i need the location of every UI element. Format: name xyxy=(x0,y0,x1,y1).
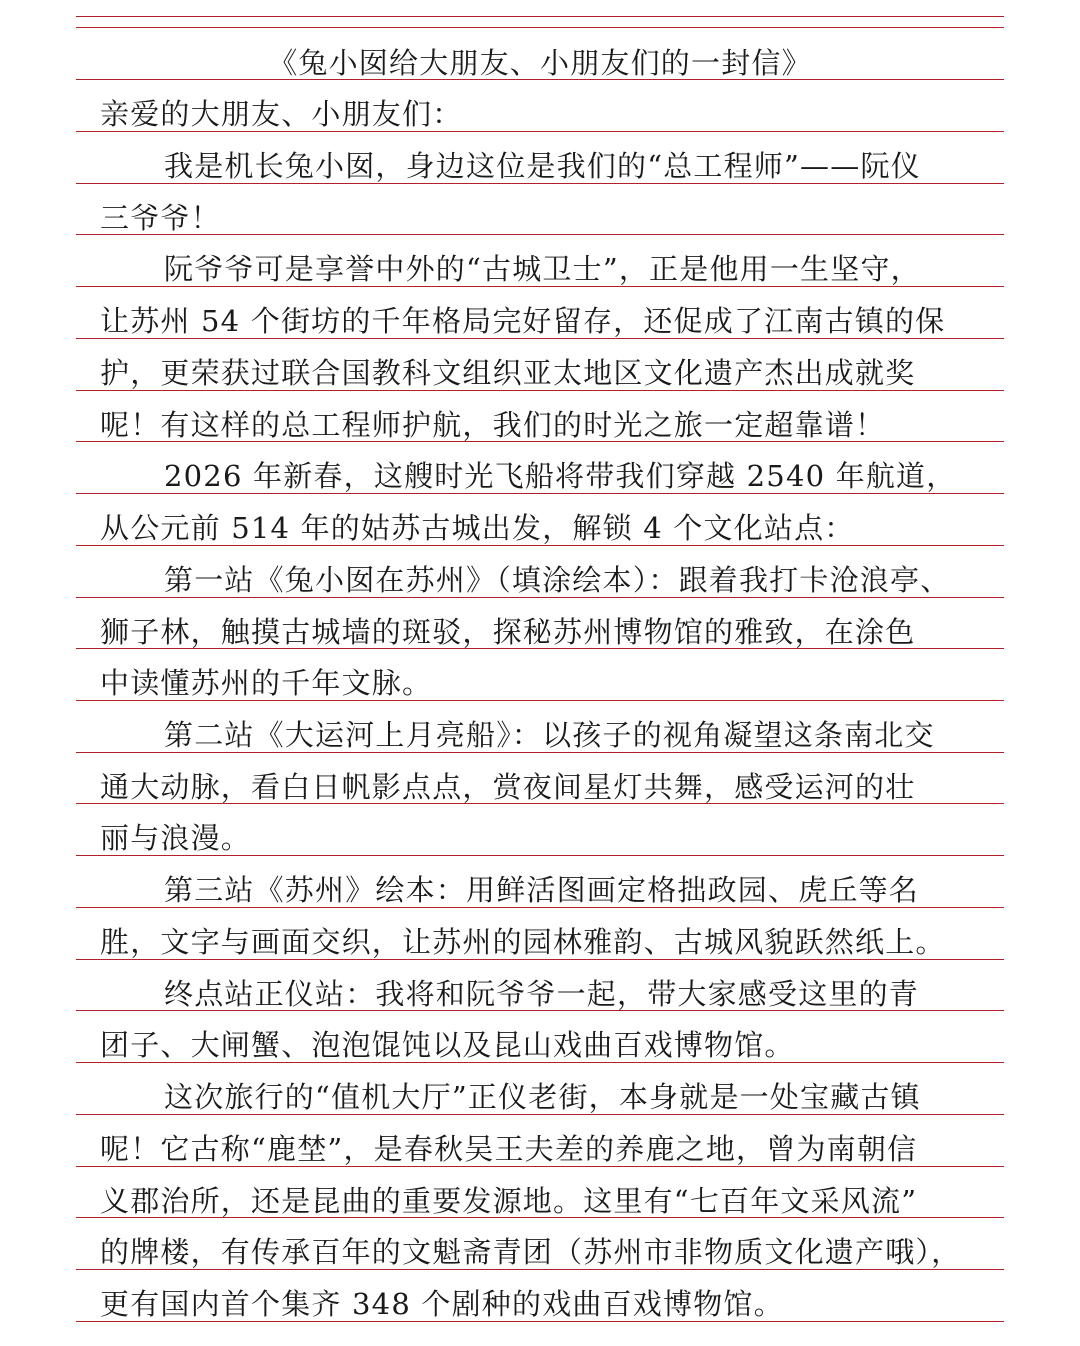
paragraph-line: 从公元前 514 年的姑苏古城出发，解锁 4 个文化站点： xyxy=(100,511,855,545)
ruled-line xyxy=(76,1062,1004,1063)
ruled-line xyxy=(76,648,1004,649)
ruled-line xyxy=(76,493,1004,494)
ruled-line xyxy=(76,855,1004,856)
paragraph-line: 第三站《苏州》绘本：用鲜活图画定格拙政园、虎丘等名 xyxy=(164,873,920,907)
ruled-line xyxy=(76,441,1004,442)
paragraph-line: 终点站正仪站：我将和阮爷爷一起，带大家感受这里的青 xyxy=(164,977,920,1011)
paragraph-line: 中读懂苏州的千年文脉。 xyxy=(100,666,433,700)
ruled-line xyxy=(76,959,1004,960)
paragraph-line: 2026 年新春，这艘时光飞船将带我们穿越 2540 年航道， xyxy=(164,459,957,493)
ruled-line xyxy=(76,79,1004,80)
ruled-line xyxy=(76,390,1004,391)
salutation: 亲爱的大朋友、小朋友们： xyxy=(100,97,463,131)
ruled-line xyxy=(76,1321,1004,1322)
ruled-line xyxy=(76,803,1004,804)
paragraph-line: 通大动脉，看白日帆影点点，赏夜间星灯共舞，感受运河的壮 xyxy=(100,770,916,804)
ruled-line xyxy=(76,234,1004,235)
paragraph-line: 第一站《兔小囡在苏州》（填涂绘本）：跟着我打卡沧浪亭、 xyxy=(164,563,951,597)
ruled-line xyxy=(76,907,1004,908)
paragraph-line: 丽与浪漫。 xyxy=(100,821,252,855)
paragraph-line: 护，更荣获过联合国教科文组织亚太地区文化遗产杰出成就奖 xyxy=(100,356,916,390)
ruled-line xyxy=(76,597,1004,598)
paragraph-line: 更有国内首个集齐 348 个剧种的戏曲百戏博物馆。 xyxy=(100,1287,784,1321)
paragraph-line: 团子、大闸蟹、泡泡馄饨以及昆山戏曲百戏博物馆。 xyxy=(100,1028,795,1062)
ruled-line xyxy=(76,752,1004,753)
paragraph-line: 我是机长兔小囡，身边这位是我们的“总工程师”——阮仪 xyxy=(164,149,921,183)
paragraph-line: 狮子林，触摸古城墙的斑驳，探秘苏州博物馆的雅致，在涂色 xyxy=(100,615,916,649)
ruled-line xyxy=(76,1010,1004,1011)
paragraph-line: 义郡治所，还是昆曲的重要发源地。这里有“七百年文采风流” xyxy=(100,1184,918,1218)
paragraph-line: 的牌楼，有传承百年的文魁斋青团（苏州市非物质文化遗产哦）， xyxy=(100,1235,962,1269)
ruled-line xyxy=(76,183,1004,184)
ruled-line xyxy=(76,545,1004,546)
paragraph-line: 让苏州 54 个街坊的千年格局完好留存，还促成了江南古镇的保 xyxy=(100,304,946,338)
ruled-line xyxy=(76,1166,1004,1167)
ruled-line xyxy=(76,1269,1004,1270)
paragraph-line: 呢！有这样的总工程师护航，我们的时光之旅一定超靠谱！ xyxy=(100,408,886,442)
ruled-line xyxy=(76,338,1004,339)
ruled-line xyxy=(76,700,1004,701)
paragraph-line: 第二站《大运河上月亮船》：以孩子的视角凝望这条南北交 xyxy=(164,718,935,752)
letter-title: 《兔小囡给大朋友、小朋友们的一封信》 xyxy=(268,46,812,80)
paragraph-line: 呢！它古称“鹿埜”，是春秋吴王夫差的养鹿之地，曾为南朝信 xyxy=(100,1132,918,1166)
ruled-line xyxy=(76,1217,1004,1218)
ruled-line xyxy=(76,1114,1004,1115)
paragraph-line: 这次旅行的“值机大厅”正仪老街，本身就是一处宝藏古镇 xyxy=(164,1080,921,1114)
paragraph-line: 阮爷爷可是享誉中外的“古城卫士”，正是他用一生坚守， xyxy=(164,252,921,286)
top-rule xyxy=(76,16,1004,17)
top-rule xyxy=(76,27,1004,28)
ruled-line xyxy=(76,286,1004,287)
paragraph-line: 三爷爷！ xyxy=(100,201,221,235)
ruled-line xyxy=(76,131,1004,132)
paragraph-line: 胜，文字与画面交织，让苏州的园林雅韵、古城风貌跃然纸上。 xyxy=(100,925,946,959)
